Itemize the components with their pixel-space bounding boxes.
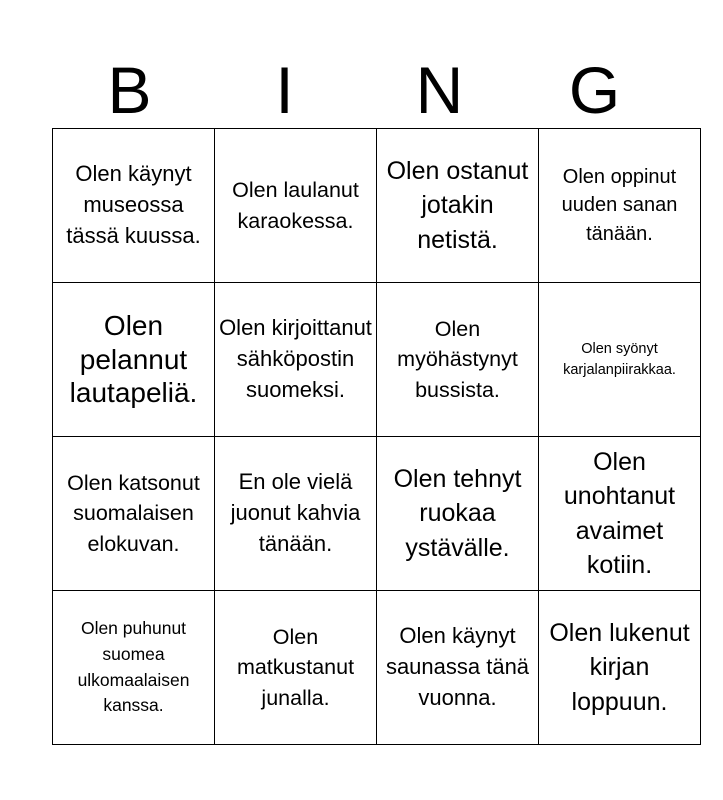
header-letter-n: N: [415, 53, 464, 127]
header-letter-g: G: [568, 53, 621, 127]
cell-text: Olen unohtanut avaimet kotiin.: [563, 447, 676, 579]
cell-text: Olen pelannut lautapeliä.: [69, 310, 198, 409]
cell-text: En ole vielä juonut kahvia tänään.: [230, 469, 361, 556]
bingo-cell[interactable]: [539, 283, 701, 437]
bingo-cell[interactable]: [377, 437, 539, 591]
bingo-cell[interactable]: [215, 129, 377, 283]
bingo-cell[interactable]: [215, 591, 377, 745]
cell-text: Olen käynyt saunassa tänä vuonna.: [385, 623, 530, 710]
grid-row-2: [53, 283, 701, 437]
grid-row-1: [53, 129, 701, 283]
bingo-cell[interactable]: [539, 437, 701, 591]
bingo-cell[interactable]: [377, 129, 539, 283]
bingo-cell[interactable]: [215, 437, 377, 591]
cell-text: Olen tehnyt ruokaa ystävälle.: [393, 464, 522, 562]
bingo-cell[interactable]: [377, 591, 539, 745]
header-letter-b: B: [107, 53, 152, 127]
cell-text: Olen syönyt karjalanpiirakkaa.: [563, 341, 676, 378]
cell-text: Olen puhunut suomea ulkomaalaisen kanssa.: [77, 618, 190, 716]
header-letter-i: I: [275, 53, 294, 127]
grid-row-3: [53, 437, 701, 591]
bingo-grid: [52, 128, 701, 745]
bingo-cell[interactable]: [539, 129, 701, 283]
bingo-cell[interactable]: [53, 437, 215, 591]
cell-text: Olen laulanut karaokessa.: [232, 177, 359, 233]
grid-row-4: [53, 591, 701, 745]
bingo-cell[interactable]: [53, 591, 215, 745]
cell-text: Olen käynyt museossa tässä kuussa.: [66, 161, 201, 248]
bingo-header: [52, 52, 672, 128]
cell-text: Olen kirjoittanut sähköpostin suomeksi.: [219, 315, 372, 402]
bingo-cell[interactable]: [53, 283, 215, 437]
bingo-cell[interactable]: [377, 283, 539, 437]
cell-text: Olen oppinut uuden sanan tänään.: [561, 165, 678, 245]
cell-text: Olen lukenut kirjan loppuun.: [549, 618, 690, 716]
cell-text: Olen myöhästynyt bussista.: [397, 316, 518, 402]
bingo-cell[interactable]: [215, 283, 377, 437]
bingo-cell[interactable]: [53, 129, 215, 283]
cell-text: Olen katsonut suomalaisen elokuvan.: [67, 470, 200, 556]
bingo-cell[interactable]: [539, 591, 701, 745]
cell-text: Olen matkustanut junalla.: [236, 624, 355, 710]
cell-text: Olen ostanut jotakin netistä.: [386, 156, 529, 254]
